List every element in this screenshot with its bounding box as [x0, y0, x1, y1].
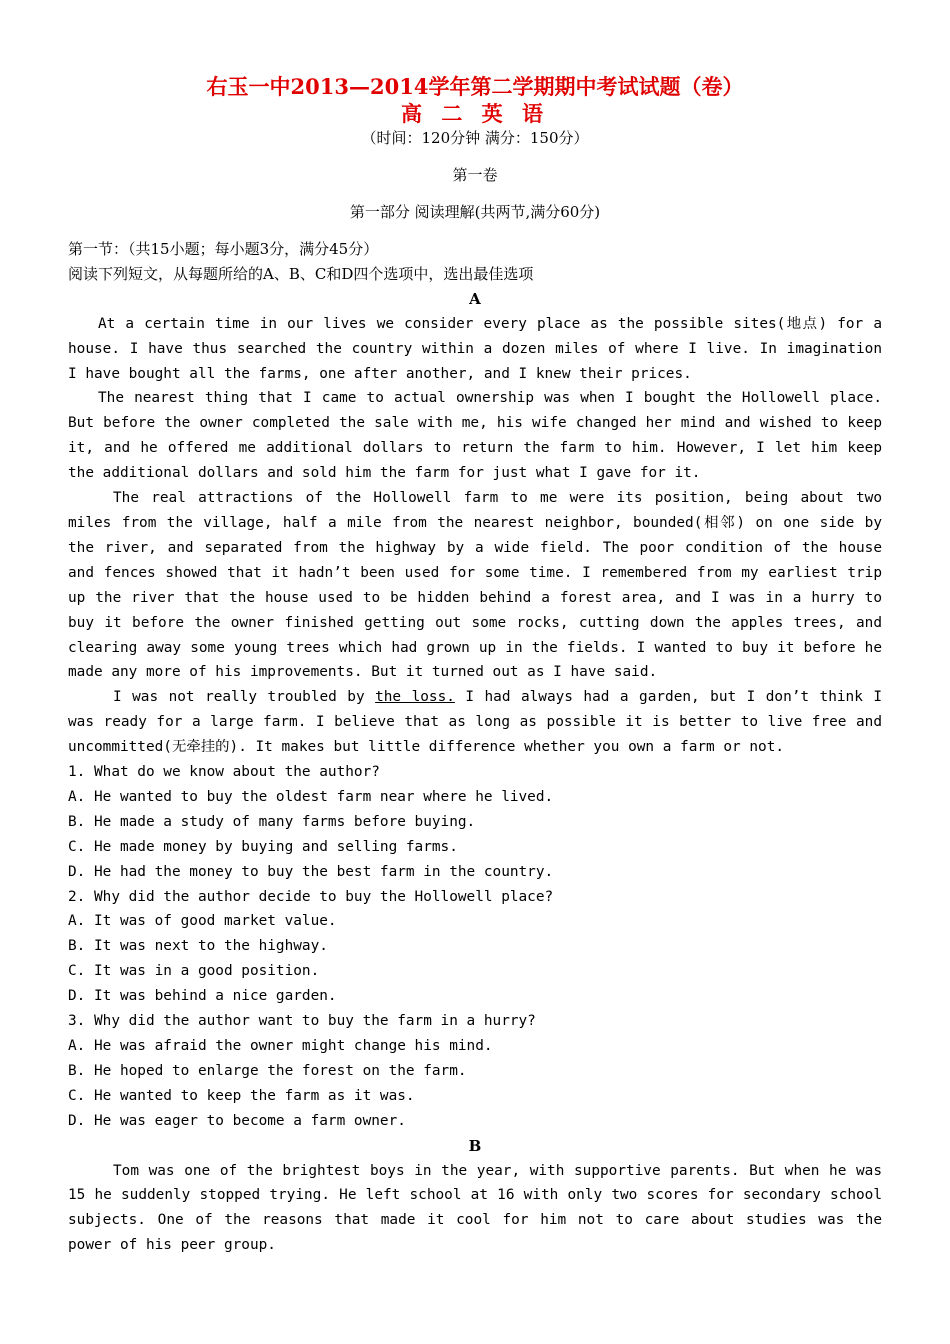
answer-option: C. He wanted to keep the farm as it was.: [68, 1087, 415, 1104]
answer-option: C. He made money by buying and selling farms.: [68, 838, 458, 855]
answer-option: A. He wanted to buy the oldest farm near where he lived.: [68, 788, 554, 805]
document-body: [68, 237, 882, 1258]
subject-title: 高 二 英 语: [401, 101, 549, 126]
answer-option: A. He was afraid the owner might change his mind.: [68, 1038, 493, 1054]
question-stem: 1. What do we know about the author?: [68, 764, 380, 781]
passage-a-paragraph-4: [68, 685, 882, 760]
passage-a-paragraph-1: At a certain time in our lives we consider every place as the possible sites(地点) for a house. I have thus searched the country within a dozen miles of where I live. In imagination I have bought all the farms, one after another, and I knew their prices.: [68, 315, 882, 382]
exam-title: 右玉一中2013—2014学年第二学期期中考试试题（卷）: [206, 74, 744, 99]
volume-heading: 第一卷: [452, 166, 498, 184]
paragraph-4-text-start: I was not really troubled by: [113, 689, 376, 706]
passage-b-paragraph-1: Tom was one of the brightest boys in the year, with supportive parents. But when he was 15 he suddenly stopped trying. He left school at 16 with only two scores for secondary school subjects. One of the reasons that made it cool for him not to care about studies was the power of his peer group.: [68, 1162, 882, 1254]
answer-option: D. It was behind a nice garden.: [68, 988, 337, 1005]
answer-option: B. He hoped to enlarge the forest on the farm.: [68, 1062, 467, 1079]
passage-a-paragraph-2: The nearest thing that I came to actual ownership was when I bought the Hollowell place. But before the owner completed the sale with me, his wife changed her mind and wished to keep it, and he offered me additional dollars to return the farm to him. However, I let him keep the additional dollars and sold him the farm for just what I gave for it.: [68, 390, 882, 482]
passage-a-paragraph-3: The real attractions of the Hollowell farm to me were its position, being about two miles from the village, half a mile from the nearest neighbor, bounded(相邻) on one side by the river, and separated from the highway by a wide field. The poor condition of the house and fences showed that it hadn’t been used for some time. I remembered from my earliest trip up the river that the house used to be hidden behind a forest area, and I was in a hurry to buy it before the owner finished getting out some rocks, cutting down the apples trees, and clearing away some young trees which had grown up in the fields. I wanted to buy it before he made any more of his improvements. But it turned out as I have said.: [68, 490, 882, 681]
question-1: [68, 760, 882, 885]
answer-option: C. It was in a good position.: [68, 963, 320, 980]
section-heading: 第一节：（共15小题；每小题3分，满分45分）: [68, 240, 379, 258]
passage-a-label: A: [469, 289, 481, 308]
exam-info: （时间：120分钟 满分：150分）: [361, 129, 589, 147]
answer-option: D. He was eager to become a farm owner.: [68, 1112, 406, 1129]
question-stem: 2. Why did the author decide to buy the Hollowell place?: [68, 888, 554, 905]
underlined-phrase: the loss.: [375, 689, 455, 706]
passage-b-label: B: [468, 1136, 482, 1155]
answer-option: D. He had the money to buy the best farm in the country.: [68, 863, 554, 880]
paragraph-4-text-end: I had always had a garden, but I don’t think I was ready for a large farm. I believe that as long as possible it is better to live free and uncommitted(无牵挂的). It makes but little difference whether you own a farm or not.: [68, 689, 882, 756]
part-heading: 第一部分 阅读理解(共两节,满分60分): [349, 203, 601, 221]
answer-option: A. It was of good market value.: [68, 913, 337, 930]
section-instruction: 阅读下列短文，从每题所给的A、B、C和D四个选项中，选出最佳选项: [68, 264, 534, 283]
question-2: [68, 885, 882, 1010]
question-stem: 3. Why did the author want to buy the farm in a hurry?: [68, 1013, 536, 1030]
answer-option: B. It was next to the highway.: [68, 938, 328, 955]
answer-option: B. He made a study of many farms before buying.: [68, 813, 476, 830]
question-3: [68, 1009, 882, 1134]
